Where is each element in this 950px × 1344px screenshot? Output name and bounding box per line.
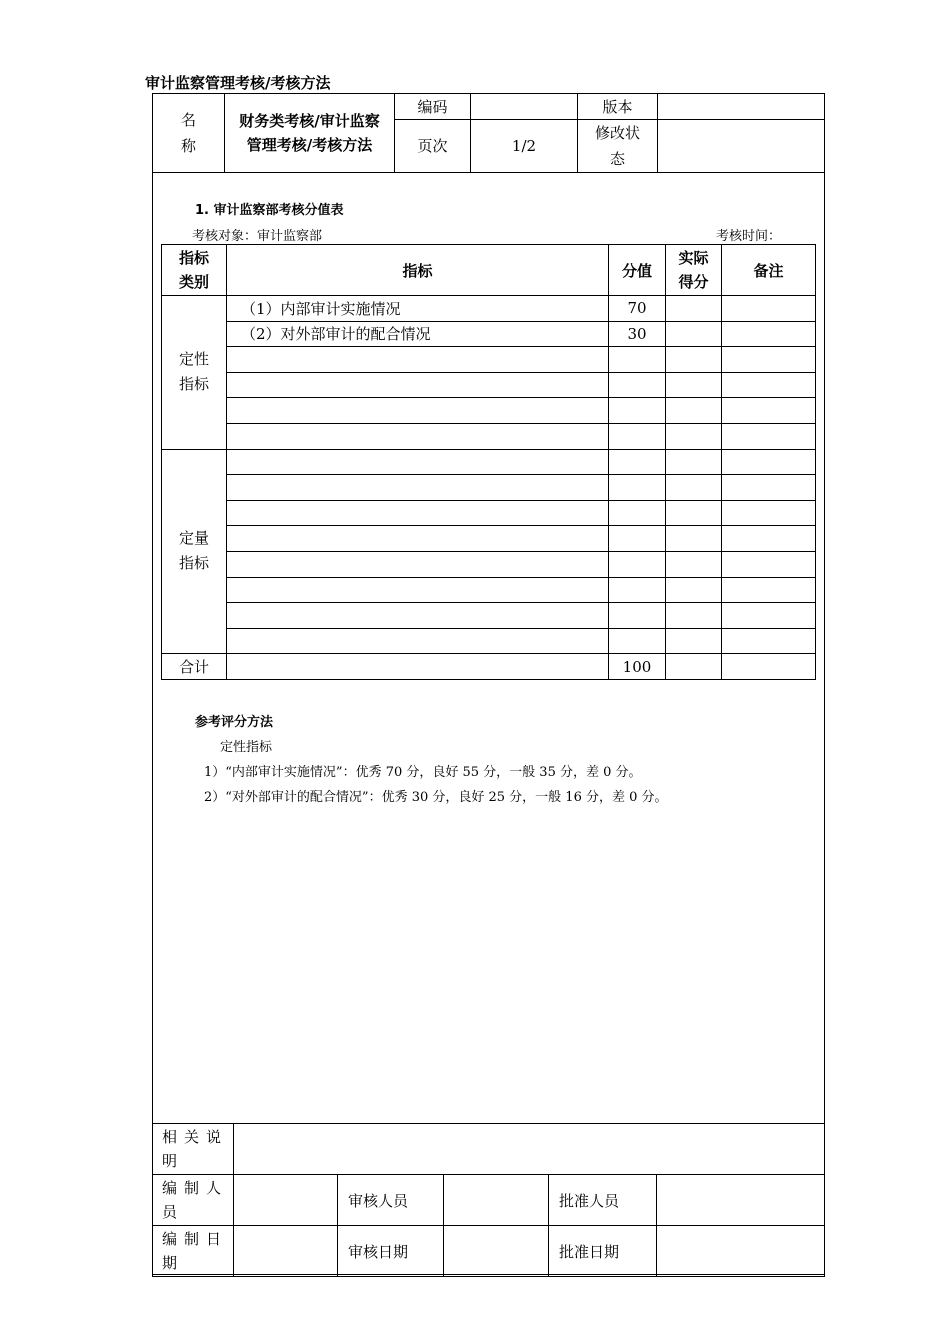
table-row: [162, 347, 816, 373]
table-row: [162, 372, 816, 398]
remark-cell: [722, 347, 816, 373]
score-cell: [609, 475, 666, 501]
related-value: [234, 1124, 825, 1175]
name-label: 名称: [153, 94, 225, 173]
actual-cell: [666, 398, 722, 424]
version-label: 版本: [578, 94, 658, 120]
related-label: 相关说明: [153, 1124, 234, 1175]
total-actual-cell: [666, 654, 722, 680]
indicator-cell: [227, 449, 609, 475]
indicator-cell: [227, 475, 609, 501]
score-cell: [609, 628, 666, 654]
footer-table: [152, 1123, 825, 1277]
actual-cell: [666, 551, 722, 577]
name-value: 财务类考核/审计监察管理考核/考核方法: [225, 94, 395, 173]
total-label: 合计: [162, 654, 227, 680]
version-value: [658, 94, 825, 120]
score-cell: 70: [609, 296, 666, 322]
remark-cell: [722, 296, 816, 322]
score-cell: [609, 347, 666, 373]
total-row: [162, 654, 816, 680]
quantitative-category: 定量指标: [162, 449, 227, 654]
table-row: [162, 603, 816, 629]
approve-date-value: [657, 1226, 825, 1277]
assessment-target: 考核对象：审计监察部: [192, 229, 323, 244]
total-indicator-cell: [227, 654, 609, 680]
indicator-cell: [227, 603, 609, 629]
remark-cell: [722, 475, 816, 501]
score-cell: [609, 398, 666, 424]
table-row: [162, 321, 816, 347]
reviewer-label: 审核人员: [338, 1175, 444, 1226]
header-indicator: 指标: [227, 245, 609, 296]
table-row: [162, 628, 816, 654]
remark-cell: [722, 500, 816, 526]
reviewer-value: [444, 1175, 549, 1226]
approve-date-label: 批准日期: [549, 1226, 657, 1277]
score-cell: [609, 500, 666, 526]
table-row: [162, 577, 816, 603]
remark-cell: [722, 603, 816, 629]
score-cell: [609, 526, 666, 552]
remark-cell: [722, 398, 816, 424]
actual-cell: [666, 628, 722, 654]
actual-cell: [666, 577, 722, 603]
indicator-cell: （1）内部审计实施情况: [227, 296, 609, 322]
actual-cell: [666, 449, 722, 475]
score-table: [161, 244, 816, 680]
actual-cell: [666, 321, 722, 347]
remark-cell: [722, 372, 816, 398]
actual-cell: [666, 347, 722, 373]
indicator-cell: [227, 372, 609, 398]
approver-label: 批准人员: [549, 1175, 657, 1226]
total-score: 100: [609, 654, 666, 680]
code-value: [471, 94, 578, 120]
indicator-cell: [227, 500, 609, 526]
score-cell: [609, 372, 666, 398]
score-cell: [609, 423, 666, 449]
score-cell: [609, 449, 666, 475]
indicator-cell: [227, 423, 609, 449]
revision-label: 修改状态: [578, 120, 658, 173]
remark-cell: [722, 526, 816, 552]
method-title: 参考评分方法: [195, 715, 274, 730]
header-score: 分值: [609, 245, 666, 296]
indicator-cell: [227, 551, 609, 577]
header-remark: 备注: [722, 245, 816, 296]
compiler-label: 编制人员: [153, 1175, 234, 1226]
table-row: [162, 500, 816, 526]
actual-cell: [666, 500, 722, 526]
actual-cell: [666, 372, 722, 398]
compiler-value: [234, 1175, 338, 1226]
table-row: [162, 398, 816, 424]
review-date-label: 审核日期: [338, 1226, 444, 1277]
score-cell: [609, 603, 666, 629]
remark-cell: [722, 449, 816, 475]
actual-cell: [666, 603, 722, 629]
score-cell: 30: [609, 321, 666, 347]
code-label: 编码: [395, 94, 471, 120]
header-actual: 实际得分: [666, 245, 722, 296]
revision-value: [658, 120, 825, 173]
table-row: [162, 475, 816, 501]
indicator-cell: [227, 398, 609, 424]
table-row: [162, 423, 816, 449]
remark-cell: [722, 577, 816, 603]
method-line: 1）“内部审计实施情况”：优秀 70 分，良好 55 分，一般 35 分，差 0 分。: [204, 765, 642, 780]
indicator-cell: （2）对外部审计的配合情况: [227, 321, 609, 347]
header-category: 指标类别: [162, 245, 227, 296]
table-row: [162, 526, 816, 552]
remark-cell: [722, 551, 816, 577]
table-row: [162, 449, 816, 475]
actual-cell: [666, 526, 722, 552]
indicator-cell: [227, 526, 609, 552]
table-row: [162, 551, 816, 577]
review-date-value: [444, 1226, 549, 1277]
approver-value: [657, 1175, 825, 1226]
section-title: 1. 审计监察部考核分值表: [195, 203, 344, 218]
indicator-cell: [227, 347, 609, 373]
score-cell: [609, 577, 666, 603]
table-row: [162, 296, 816, 322]
total-remark-cell: [722, 654, 816, 680]
method-subtitle: 定性指标: [220, 740, 273, 755]
assessment-time: 考核时间：: [716, 229, 782, 244]
indicator-cell: [227, 577, 609, 603]
remark-cell: [722, 423, 816, 449]
document-title: 审计监察管理考核/考核方法: [145, 74, 331, 92]
page-label: 页次: [395, 120, 471, 173]
indicator-cell: [227, 628, 609, 654]
actual-cell: [666, 423, 722, 449]
remark-cell: [722, 628, 816, 654]
header-table: [152, 93, 825, 173]
qualitative-category: 定性指标: [162, 296, 227, 450]
actual-cell: [666, 296, 722, 322]
compile-date-value: [234, 1226, 338, 1277]
remark-cell: [722, 321, 816, 347]
score-cell: [609, 551, 666, 577]
page-value: 1/2: [471, 120, 578, 173]
compile-date-label: 编制日期: [153, 1226, 234, 1277]
method-line: 2）“对外部审计的配合情况”：优秀 30 分，良好 25 分，一般 16 分，差 0 分。: [204, 790, 668, 805]
actual-cell: [666, 475, 722, 501]
